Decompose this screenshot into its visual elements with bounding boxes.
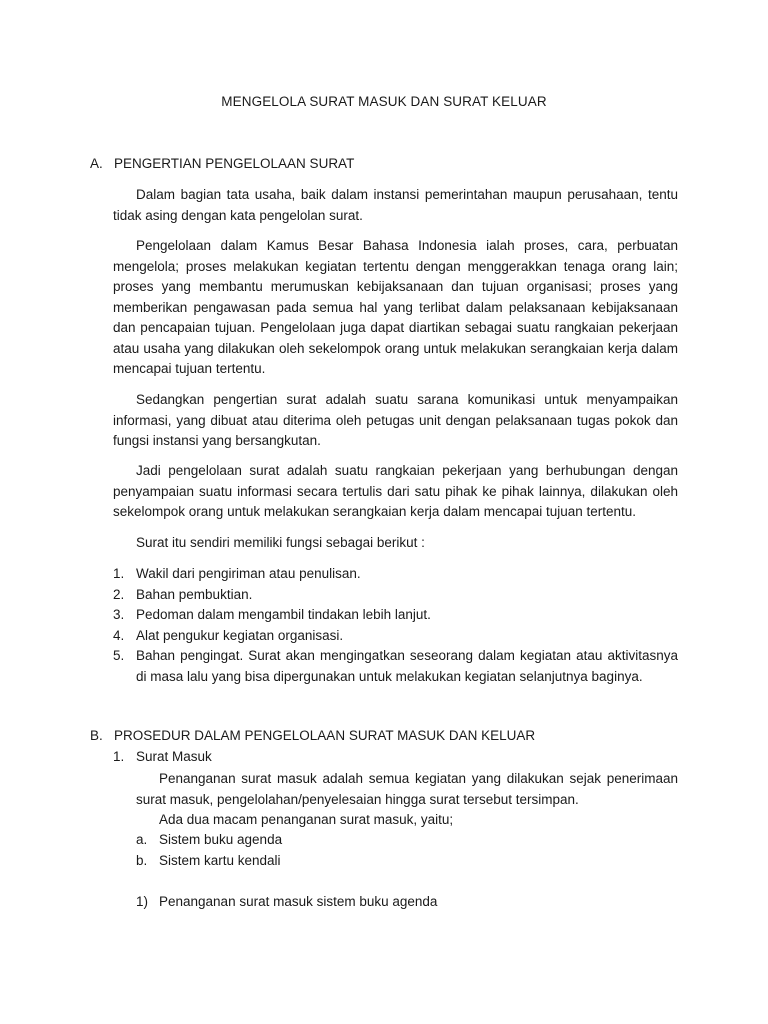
list-number: 3. (113, 607, 125, 622)
list-item (113, 646, 678, 687)
list-text: Bahan pembuktian. (136, 586, 253, 602)
systems-list (136, 830, 678, 871)
page-title: MENGELOLA SURAT MASUK DAN SURAT KELUAR (221, 94, 547, 109)
list-number: 1) (136, 894, 149, 909)
list-item (113, 564, 678, 585)
paragraph: Jadi pengelolaan surat adalah suatu rangkaian pekerjaan yang berhubungan dengan penyampaian suatu informasi secara tertulis dari satu pihak ke pihak lainnya, dilakukan oleh sekelompok orang untuk melakukan serangkaian kerja dalam mencapai tujuan tertentu. (113, 463, 678, 519)
list-number: 2. (113, 586, 125, 602)
list-item (113, 626, 678, 647)
section-b-letter: B. (90, 728, 103, 743)
list-item (113, 605, 678, 626)
section-a-heading (90, 156, 354, 171)
paragraph: Surat itu sendiri memiliki fungsi sebagai berikut : (136, 535, 425, 550)
list-text: Wakil dari pengiriman atau penulisan. (136, 566, 361, 581)
section-a-letter: A. (90, 156, 103, 171)
list-item (113, 585, 678, 606)
list-text: Penanganan surat masuk sistem buku agenda (159, 894, 438, 909)
list-item (136, 892, 678, 913)
list-text: Alat pengukur kegiatan organisasi. (136, 627, 344, 643)
list-item (136, 830, 678, 851)
paragraph: Sedangkan pengertian surat adalah suatu sarana komunikasi untuk menyampaikan informasi, yang dibuat atau diterima oleh petugas unit dengan pelaksanaan tugas pokok dan fungsi instansi yang bersangkutan. (113, 392, 678, 448)
list-item (136, 851, 678, 872)
section-b-title: PROSEDUR DALAM PENGELOLAAN SURAT MASUK DAN KELUAR (114, 728, 536, 743)
list-text: Sistem buku agenda (159, 832, 283, 847)
paragraph: Pengelolaan dalam Kamus Besar Bahasa Indonesia ialah proses, cara, perbuatan mengelola; proses melakukan kegiatan tertentu dengan menggerakkan tenaga orang lain; proses yang membantu merumuskan kebijaksanaan dan tujuan organisasi; proses yang memberikan pengawasan pada semua hal yang terlibat dalam pelaksanaan kebijaksanaan dan pencapaian tujuan. Pengelolaan juga dapat diartikan sebagai suatu rangkaian pekerjaan atau usaha yang dilakukan oleh sekelompok orang untuk melakukan serangkaian kerja dalam mencapai tujuan tertentu. (113, 238, 678, 376)
subsection-label: Surat Masuk (136, 749, 212, 764)
paragraph: Dalam bagian tata usaha, baik dalam instansi pemerintahan maupun perusahaan, tentu tidak asing dengan kata pengelolan surat. (113, 187, 678, 223)
subsection-number: 1. (113, 749, 125, 764)
list-number: 4. (113, 627, 125, 643)
list-text: Bahan pengingat. Surat akan mengingatkan seseorang dalam kegiatan atau aktivitasnya di masa lalu yang bisa dipergunakan untuk melakukan kegiatan selanjutnya baginya. (136, 648, 678, 684)
list-text: Pedoman dalam mengambil tindakan lebih lanjut. (136, 607, 431, 622)
paragraph: Ada dua macam penanganan surat masuk, yaitu; (159, 812, 454, 827)
paragraph: Penanganan surat masuk adalah semua kegiatan yang dilakukan sejak penerimaan surat masuk, pengelolahan/penyelesaian hingga surat tersebut tersimpan. (136, 771, 678, 807)
subsection-surat-masuk (113, 749, 212, 764)
section-b-heading (90, 728, 535, 743)
list-text: Sistem kartu kendali (159, 852, 281, 868)
list-number: 1. (113, 566, 125, 581)
list-number: 5. (113, 648, 125, 663)
functions-list (113, 564, 678, 687)
list-letter: b. (136, 852, 148, 868)
handling-list (136, 892, 678, 913)
section-a-title: PENGERTIAN PENGELOLAAN SURAT (114, 156, 355, 171)
list-letter: a. (136, 832, 148, 847)
